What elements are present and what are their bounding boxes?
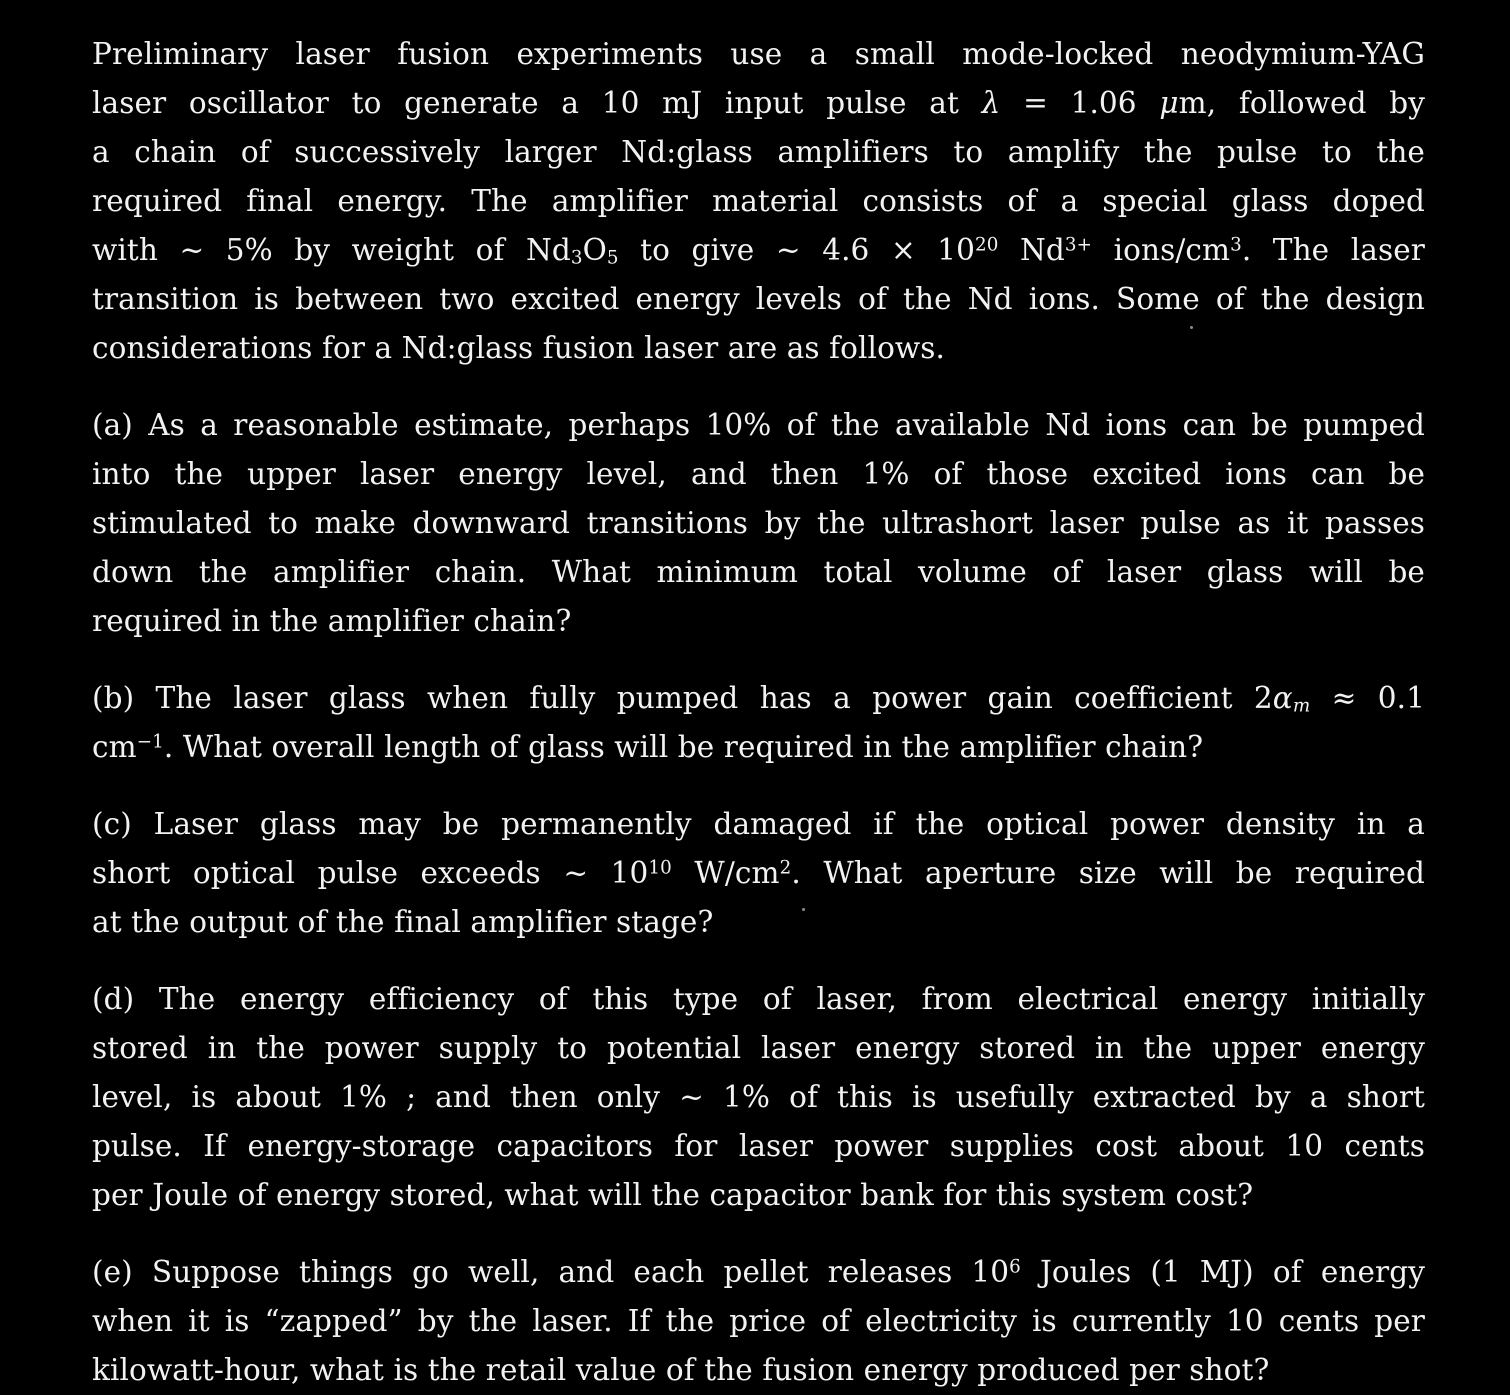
- line-segment: m, followed by: [1178, 86, 1425, 120]
- line-segment: . What overall length of glass will be required in the amplifier chain?: [163, 730, 1204, 764]
- paragraph-part-d: [92, 975, 1425, 1220]
- line-segment: (b) The laser glass when fully pumped has a power gain coefficient 2: [92, 681, 1273, 715]
- superscript-20: 20: [975, 234, 999, 256]
- scan-artifact-speck: [802, 908, 805, 911]
- text-line: (d) The energy efficiency of this type of laser, from electrical energy initially: [92, 982, 1425, 1016]
- paragraph-part-a: [92, 401, 1425, 646]
- line-segment: O: [582, 233, 607, 267]
- text-line: pulse. If energy-storage capacitors for laser power supplies cost about 10 cents: [92, 1129, 1425, 1163]
- text-line: level, is about 1% ; and then only ∼ 1% of this is usefully extracted by a short: [92, 1080, 1425, 1114]
- text-line: (a) As a reasonable estimate, perhaps 10% of the available Nd ions can be pumped: [92, 408, 1425, 442]
- superscript-3: 3: [1230, 234, 1242, 256]
- text-line: stimulated to make downward transitions by the ultrashort laser pulse as it passes: [92, 506, 1425, 540]
- line-segment: with ∼ 5% by weight of Nd: [92, 233, 571, 267]
- text-line: when it is “zapped” by the laser. If the price of electricity is currently 10 cents per: [92, 1304, 1425, 1338]
- line-segment: . What aperture size will be required: [791, 856, 1425, 890]
- subscript-5: 5: [606, 247, 619, 269]
- text-line: [92, 1248, 1425, 1297]
- paragraph-part-c: [92, 800, 1425, 947]
- text-line: kilowatt-hour, what is the retail value of the fusion energy produced per shot?: [92, 1353, 1270, 1387]
- text-line: [92, 674, 1425, 723]
- line-segment: cm: [92, 730, 137, 764]
- line-segment: (e) Suppose things go well, and each pellet releases 10: [92, 1255, 1010, 1289]
- scan-artifact-speck: [1190, 326, 1193, 329]
- text-line: stored in the power supply to potential laser energy stored in the upper energy: [92, 1031, 1425, 1065]
- paragraph-part-b: [92, 674, 1425, 772]
- line-segment: = 1.06: [1000, 86, 1160, 120]
- text-line: per Joule of energy stored, what will the capacitor bank for this system cost?: [92, 1178, 1254, 1212]
- text-line: at the output of the final amplifier stage?: [92, 905, 714, 939]
- text-line: considerations for a Nd:glass fusion laser are as follows.: [92, 331, 946, 365]
- text-line: a chain of successively larger Nd:glass amplifiers to amplify the pulse to the: [92, 135, 1425, 169]
- math-symbol-alpha: α: [1272, 681, 1293, 715]
- text-line: into the upper laser energy level, and then 1% of those excited ions can be: [92, 457, 1425, 491]
- math-symbol-mu: μ: [1159, 86, 1179, 120]
- line-segment: . The laser: [1241, 233, 1425, 267]
- superscript-2: 2: [779, 857, 792, 879]
- superscript-minus-1: −1: [136, 731, 164, 753]
- math-symbol-lambda: λ: [981, 86, 1001, 120]
- subscript-m: m: [1292, 695, 1311, 717]
- paragraph-part-e: [92, 1248, 1425, 1395]
- text-line: required final energy. The amplifier material consists of a special glass doped: [92, 184, 1425, 218]
- text-line: [92, 79, 1425, 128]
- line-segment: ≈ 0.1: [1310, 681, 1425, 715]
- superscript-10: 10: [648, 857, 672, 879]
- superscript-3plus: 3+: [1064, 234, 1093, 256]
- text-line: Preliminary laser fusion experiments use a small mode-locked neodymium-YAG: [92, 37, 1425, 71]
- line-segment: Nd: [998, 233, 1065, 267]
- superscript-6: 6: [1009, 1256, 1021, 1278]
- text-line: [92, 226, 1425, 275]
- subscript-3: 3: [570, 247, 583, 269]
- text-line: (c) Laser glass may be permanently damaged if the optical power density in a: [92, 807, 1425, 841]
- text-line: transition is between two excited energy levels of the Nd ions. Some of the design: [92, 282, 1425, 316]
- text-line: [92, 723, 1425, 772]
- line-segment: W/cm: [671, 856, 780, 890]
- line-segment: laser oscillator to generate a 10 mJ input pulse at: [92, 86, 982, 120]
- line-segment: short optical pulse exceeds ∼ 10: [92, 856, 649, 890]
- line-segment: ions/cm: [1092, 233, 1231, 267]
- text-line: required in the amplifier chain?: [92, 604, 572, 638]
- paragraph-intro: [92, 30, 1425, 373]
- text-line: down the amplifier chain. What minimum total volume of laser glass will be: [92, 555, 1425, 589]
- line-segment: Joules (1 MJ) of energy: [1020, 1255, 1426, 1289]
- line-segment: to give ∼ 4.6 × 10: [618, 233, 976, 267]
- text-line: [92, 849, 1425, 898]
